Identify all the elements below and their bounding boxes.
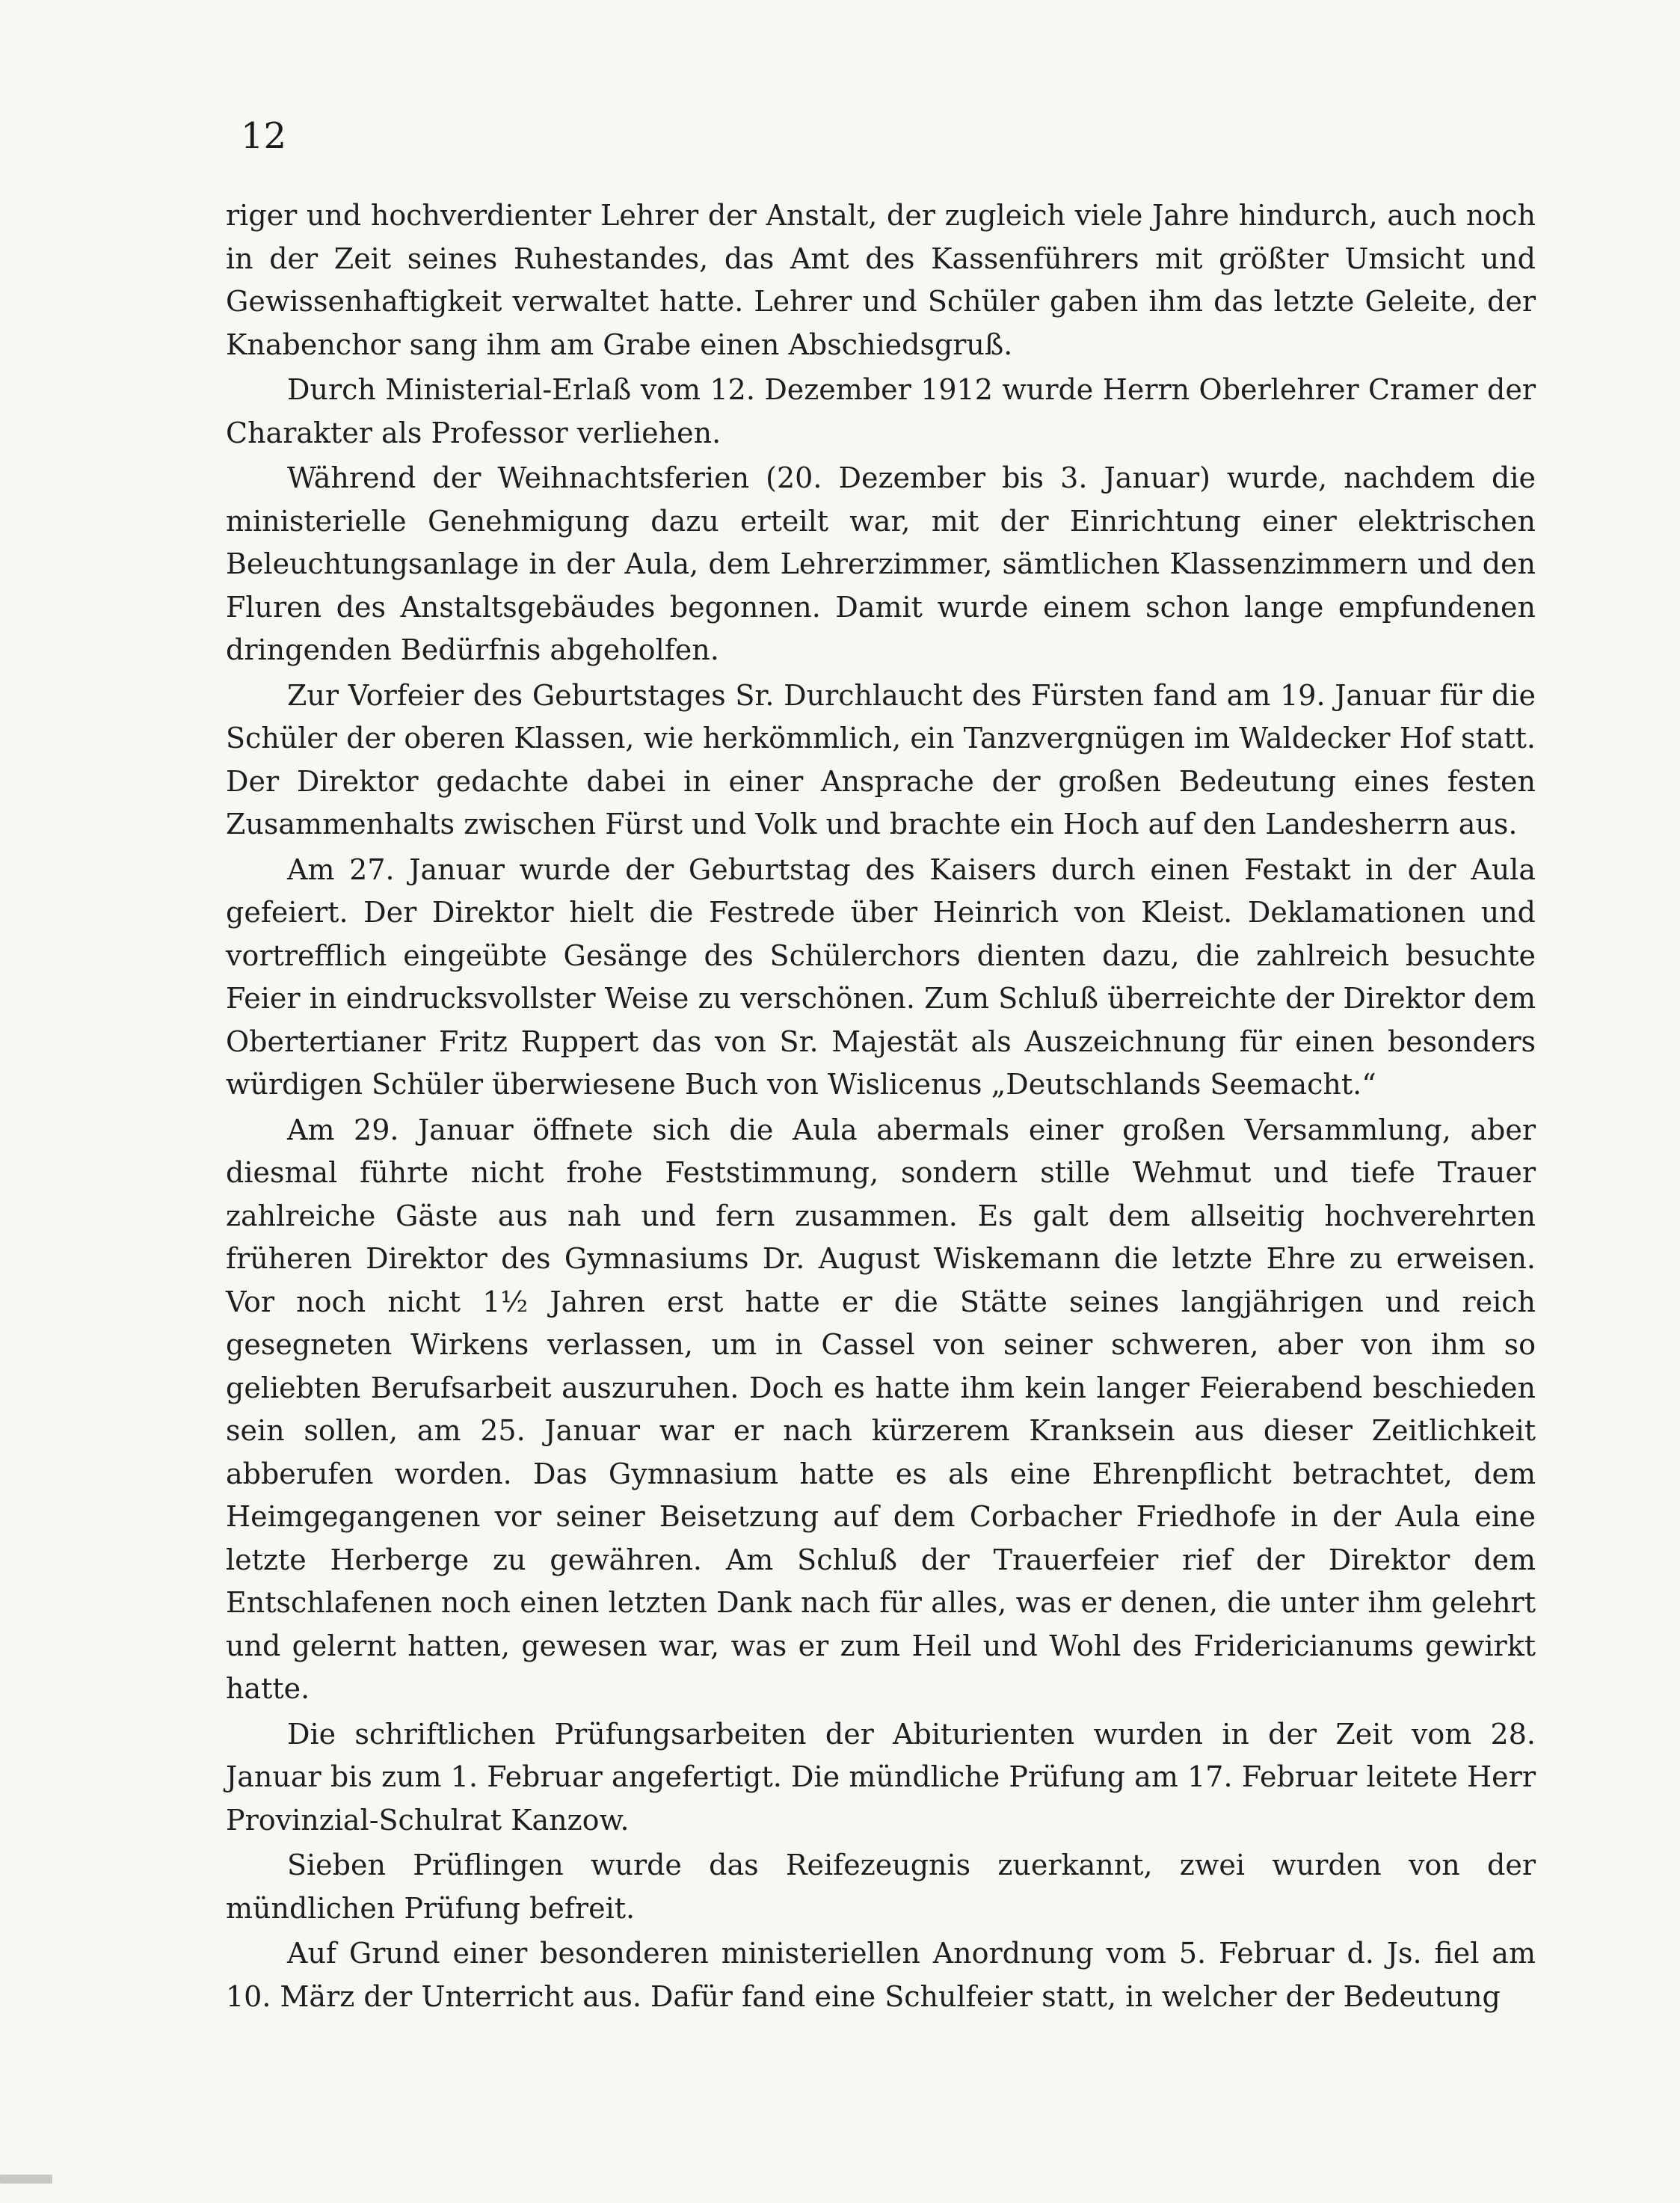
paragraph-9: Auf Grund einer besonderen ministeriellen Anordnung vom 5. Februar d. Js. fiel am 10. März der Unterricht aus. Dafür fand eine Schulfeier statt, in welcher der Bedeutung	[226, 1937, 1536, 2013]
paragraph-8: Sieben Prüflingen wurde das Reifezeugnis zuerkannt, zwei wurden von der mündlichen Prüfung befreit.	[226, 1849, 1536, 1925]
paragraph-7: Die schriftlichen Prüfungsarbeiten der Abiturienten wurden in der Zeit vom 28. Januar bis zum 1. Februar angefertigt. Die mündliche Prüfung am 17. Februar leitete Herr Provinzial-Schulrat Kanzow.	[226, 1717, 1536, 1837]
paragraph-5: Am 27. Januar wurde der Geburtstag des Kaisers durch einen Festakt in der Aula gefeiert. Der Direktor hielt die Festrede über Heinrich von Kleist. Deklamationen und vortrefflich eingeübte Gesänge des Schülerchors dienten dazu, die zahlreich besuchte Feier in eindrucksvollster Weise zu verschönen. Zum Schluß überreichte der Direktor dem Obertertianer Fritz Ruppert das von Sr. Majestät als Auszeichnung für einen besonders würdigen Schüler überwiesene Buch von Wislicenus „Deutschlands Seemacht.“	[226, 852, 1536, 1101]
paragraph-1: riger und hochverdienter Lehrer der Anstalt, der zugleich viele Jahre hindurch, auch noch in der Zeit seines Ruhestandes, das Amt des Kassenführers mit größter Umsicht und Gewissenhaftigkeit verwaltet hatte. Lehrer und Schüler gaben ihm das letzte Geleite, der Knabenchor sang ihm am Grabe einen Abschiedsgruß.	[226, 199, 1536, 361]
page-number: 12	[241, 115, 287, 157]
scan-edge-mark	[0, 2175, 52, 2184]
paragraph-4: Zur Vorfeier des Geburtstages Sr. Durchlaucht des Fürsten fand am 19. Januar für die Schüler der oberen Klassen, wie herkömmlich, ein Tanzvergnügen im Waldecker Hof statt. Der Direktor gedachte dabei in einer Ansprache der großen Bedeutung eines festen Zusammenhalts zwischen Fürst und Volk und brachte ein Hoch auf den Landesherrn aus.	[226, 678, 1536, 841]
body-text	[226, 194, 1536, 2021]
paragraph-3: Während der Weihnachtsferien (20. Dezember bis 3. Januar) wurde, nachdem die ministerielle Genehmigung dazu erteilt war, mit der Einrichtung einer elektrischen Beleuchtungsanlage in der Aula, dem Lehrerzimmer, sämtlichen Klassenzimmern und den Fluren des Anstaltsgebäudes begonnen. Damit wurde einem schon lange empfundenen dringenden Bedürfnis abgeholfen.	[226, 461, 1536, 666]
paragraph-2: Durch Ministerial-Erlaß vom 12. Dezember 1912 wurde Herrn Oberlehrer Cramer der Charakter als Professor verliehen.	[226, 373, 1536, 449]
paragraph-6: Am 29. Januar öffnete sich die Aula abermals einer großen Versammlung, aber diesmal führte nicht frohe Feststimmung, sondern stille Wehmut und tiefe Trauer zahlreiche Gäste aus nah und fern zusammen. Es galt dem allseitig hochverehrten früheren Direktor des Gymnasiums Dr. August Wiskemann die letzte Ehre zu erweisen. Vor noch nicht 1½ Jahren erst hatte er die Stätte seines langjährigen und reich gesegneten Wirkens verlassen, um in Cassel von seiner schweren, aber von ihm so geliebten Berufsarbeit auszuruhen. Doch es hatte ihm kein langer Feierabend beschieden sein sollen, am 25. Januar war er nach kürzerem Kranksein aus dieser Zeitlichkeit abberufen worden. Das Gymnasium hatte es als eine Ehrenpflicht betrachtet, dem Heimgegangenen vor seiner Beisetzung auf dem Corbacher Friedhofe in der Aula eine letzte Herberge zu gewähren. Am Schluß der Trauerfeier rief der Direktor dem Entschlafenen noch einen letzten Dank nach für alles, was er denen, die unter ihm gelehrt und gelernt hatten, gewesen war, was er zum Heil und Wohl des Fridericianums gewirkt hatte.	[226, 1113, 1536, 1705]
